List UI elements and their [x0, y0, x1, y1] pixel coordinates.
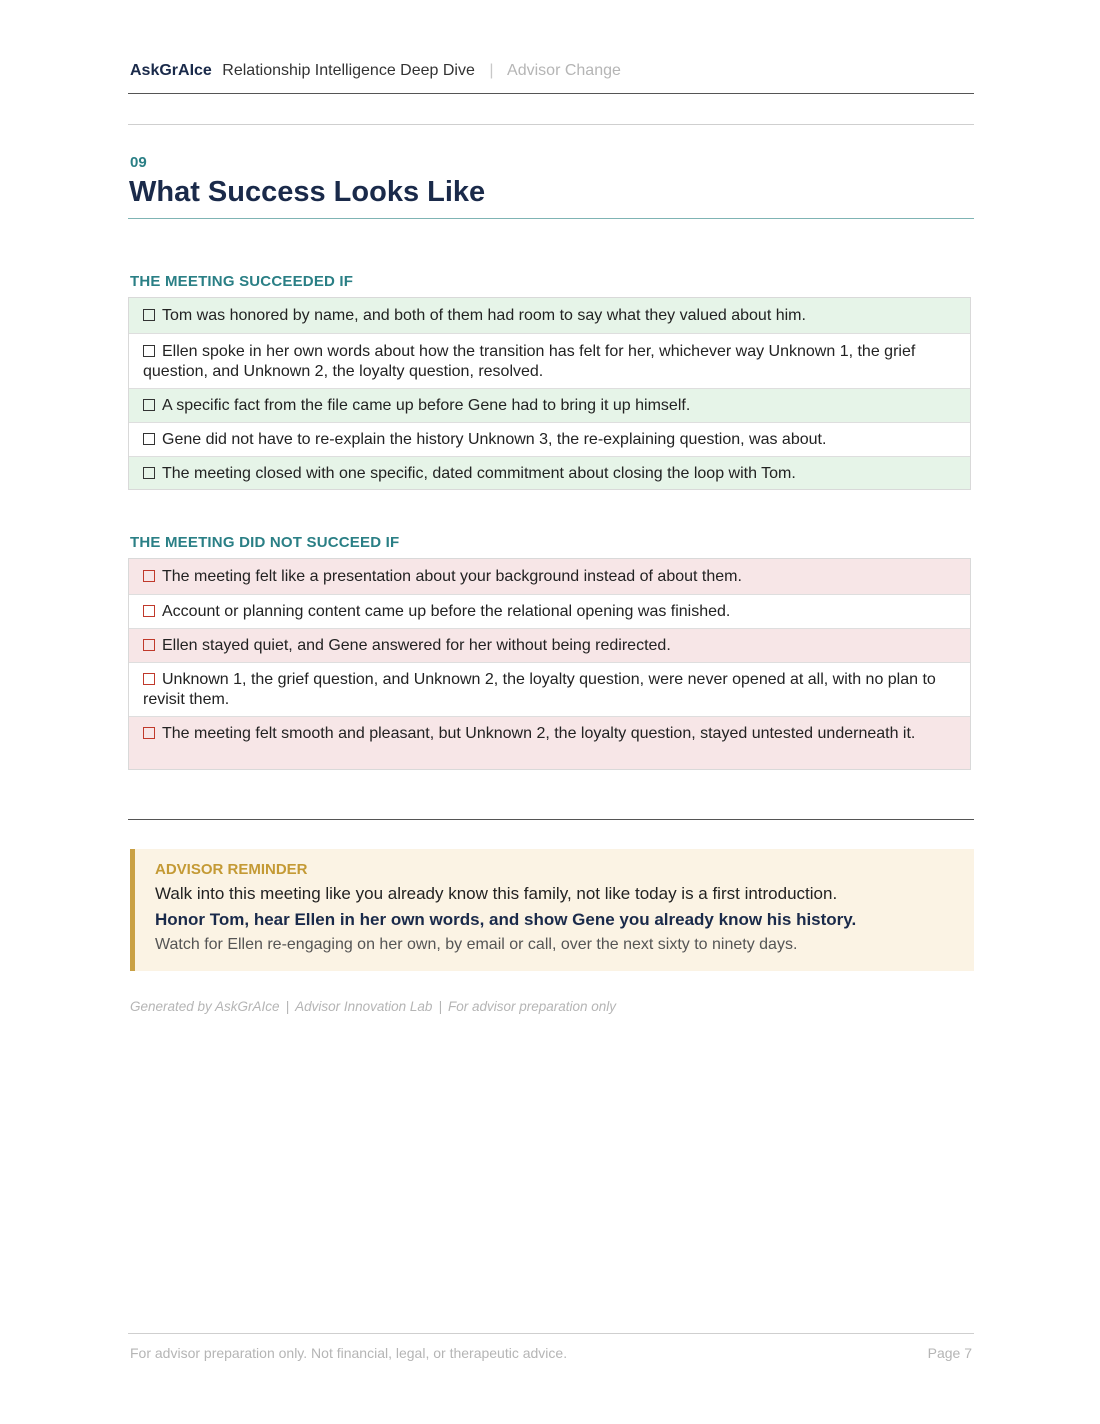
running-header	[128, 62, 974, 84]
document-subtitle: Relationship Intelligence Deep Dive	[222, 62, 475, 79]
advisor-reminder-box	[130, 849, 974, 971]
checkbox-icon[interactable]	[143, 467, 155, 479]
failure-item: Ellen stayed quiet, and Gene answered for her without being redirected.	[129, 628, 970, 662]
reminder-watch-line: Watch for Ellen re-engaging on her own, by email or call, over the next sixty to ninety days.	[155, 936, 798, 953]
checkbox-icon[interactable]	[143, 639, 155, 651]
success-item: Ellen spoke in her own words about how the transition has felt for her, whichever way Unknown 1, the grief question, and Unknown 2, the loyalty question, resolved.	[129, 333, 970, 388]
checkbox-icon[interactable]	[143, 727, 155, 739]
reminder-heading: ADVISOR REMINDER	[155, 861, 308, 878]
generated-by-note: Generated by AskGrAIce | Advisor Innovation Lab | For advisor preparation only	[130, 999, 617, 1014]
failure-item: The meeting felt like a presentation about your background instead of about them.	[129, 559, 970, 594]
header-section-tag: Advisor Change	[507, 62, 621, 79]
reminder-line: Walk into this meeting like you already know this family, not like today is a first introduction.	[155, 884, 838, 903]
success-item: Gene did not have to re-explain the history Unknown 3, the re-explaining question, was about.	[129, 422, 970, 456]
checkbox-icon[interactable]	[143, 570, 155, 582]
success-heading: THE MEETING SUCCEEDED IF	[130, 273, 354, 290]
failure-item: The meeting felt smooth and pleasant, but Unknown 2, the loyalty question, stayed untested underneath it.	[129, 716, 970, 769]
section-title: What Success Looks Like	[129, 176, 486, 208]
success-item: Tom was honored by name, and both of them had room to say what they valued about him.	[129, 298, 970, 333]
success-item: A specific fact from the file came up before Gene had to bring it up himself.	[129, 388, 970, 422]
failure-item: Unknown 1, the grief question, and Unknown 2, the loyalty question, were never opened at all, with no plan to revisit them.	[129, 662, 970, 716]
brand-name: AskGrAIce	[130, 62, 212, 79]
header-rule	[128, 93, 974, 94]
checkbox-icon[interactable]	[143, 673, 155, 685]
checkbox-icon[interactable]	[143, 345, 155, 357]
success-checklist	[128, 297, 971, 490]
checkbox-icon[interactable]	[143, 309, 155, 321]
page-number: Page 7	[927, 1345, 972, 1361]
failure-item: Account or planning content came up before the relational opening was finished.	[129, 594, 970, 628]
success-item: The meeting closed with one specific, dated commitment about closing the loop with Tom.	[129, 456, 970, 489]
reminder-key-line: Honor Tom, hear Ellen in her own words, and show Gene you already know his history.	[155, 910, 857, 929]
section-title-rule	[128, 218, 974, 219]
checkbox-icon[interactable]	[143, 605, 155, 617]
section-number: 09	[130, 154, 147, 171]
failure-checklist	[128, 558, 971, 770]
header-subrule	[128, 124, 974, 125]
section-end-rule	[128, 819, 974, 820]
footer-rule	[128, 1333, 974, 1334]
header-separator: |	[489, 62, 494, 79]
checkbox-icon[interactable]	[143, 399, 155, 411]
failure-heading: THE MEETING DID NOT SUCCEED IF	[130, 534, 400, 551]
checkbox-icon[interactable]	[143, 433, 155, 445]
footer-disclaimer: For advisor preparation only. Not financial, legal, or therapeutic advice.	[130, 1345, 568, 1361]
